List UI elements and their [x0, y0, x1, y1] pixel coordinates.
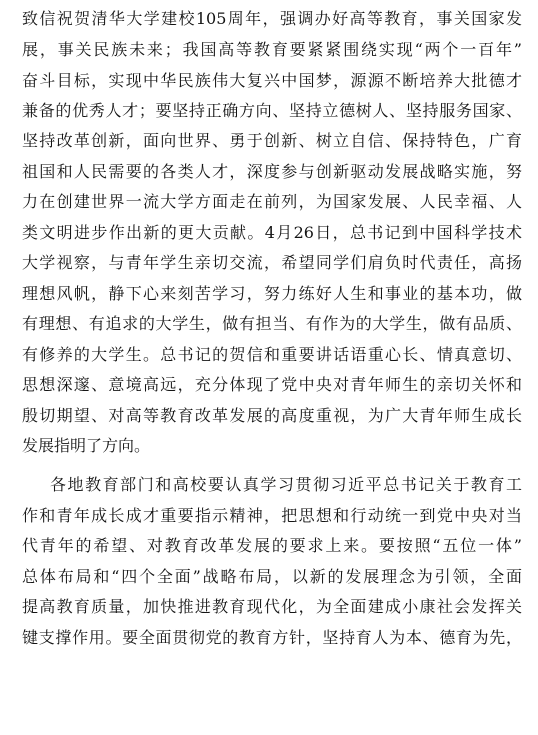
text-line: 有修养的大学生。总书记的贺信和重要讲话语重心长、情真意切、	[22, 345, 522, 364]
text-line: 力在创建世界一流大学方面走在前列，为国家发展、人民幸福、人	[22, 192, 522, 211]
text-line: 展，事关民族未来；我国高等教育要紧紧围绕实现“两个一百年”	[22, 40, 522, 59]
text-line: 奋斗目标，实现中华民族伟大复兴中国梦，源源不断培养大批德才	[22, 71, 522, 90]
text-line: 键支撑作用。要全面贯彻党的教育方针，坚持育人为本、德育为先，	[22, 628, 522, 647]
text-line: 殷切期望、对高等教育改革发展的高度重视，为广大青年师生成长	[22, 406, 522, 425]
text-line: 发展指明了方向。	[22, 436, 151, 455]
text-line: 代青年的希望、对教育改革发展的要求上来。要按照“五位一体”	[22, 536, 522, 555]
text-line: 兼备的优秀人才；要坚持正确方向、坚持立德树人、坚持服务国家、	[22, 101, 522, 120]
text-line: 坚持改革创新，面向世界、勇于创新、树立自信、保持特色，广育	[22, 131, 522, 150]
text-line: 总体布局和“四个全面”战略布局，以新的发展理念为引领，全面	[22, 567, 522, 586]
text-line: 大学视察，与青年学生亲切交流，希望同学们肩负时代责任，高扬	[22, 253, 522, 272]
text-line: 作和青年成长成才重要指示精神，把思想和行动统一到党中央对当	[22, 506, 522, 525]
text-line: 提高教育质量，加快推进教育现代化，为全面建成小康社会发挥关	[22, 597, 522, 616]
text-line: 各地教育部门和高校要认真学习贯彻习近平总书记关于教育工	[50, 475, 522, 494]
text-line: 祖国和人民需要的各类人才，深度参与创新驱动发展战略实施，努	[22, 162, 522, 181]
text-line: 有理想、有追求的大学生，做有担当、有作为的大学生，做有品质、	[22, 314, 522, 333]
text-line: 致信祝贺清华大学建校105周年，强调办好高等教育，事关国家发	[22, 9, 522, 28]
text-line: 思想深邃、意境高远，充分体现了党中央对青年师生的亲切关怀和	[22, 375, 522, 394]
text-line: 理想风帆，静下心来刻苦学习，努力练好人生和事业的基本功，做	[22, 284, 522, 303]
text-line: 类文明进步作出新的更大贡献。4月26日，总书记到中国科学技术	[22, 223, 522, 242]
